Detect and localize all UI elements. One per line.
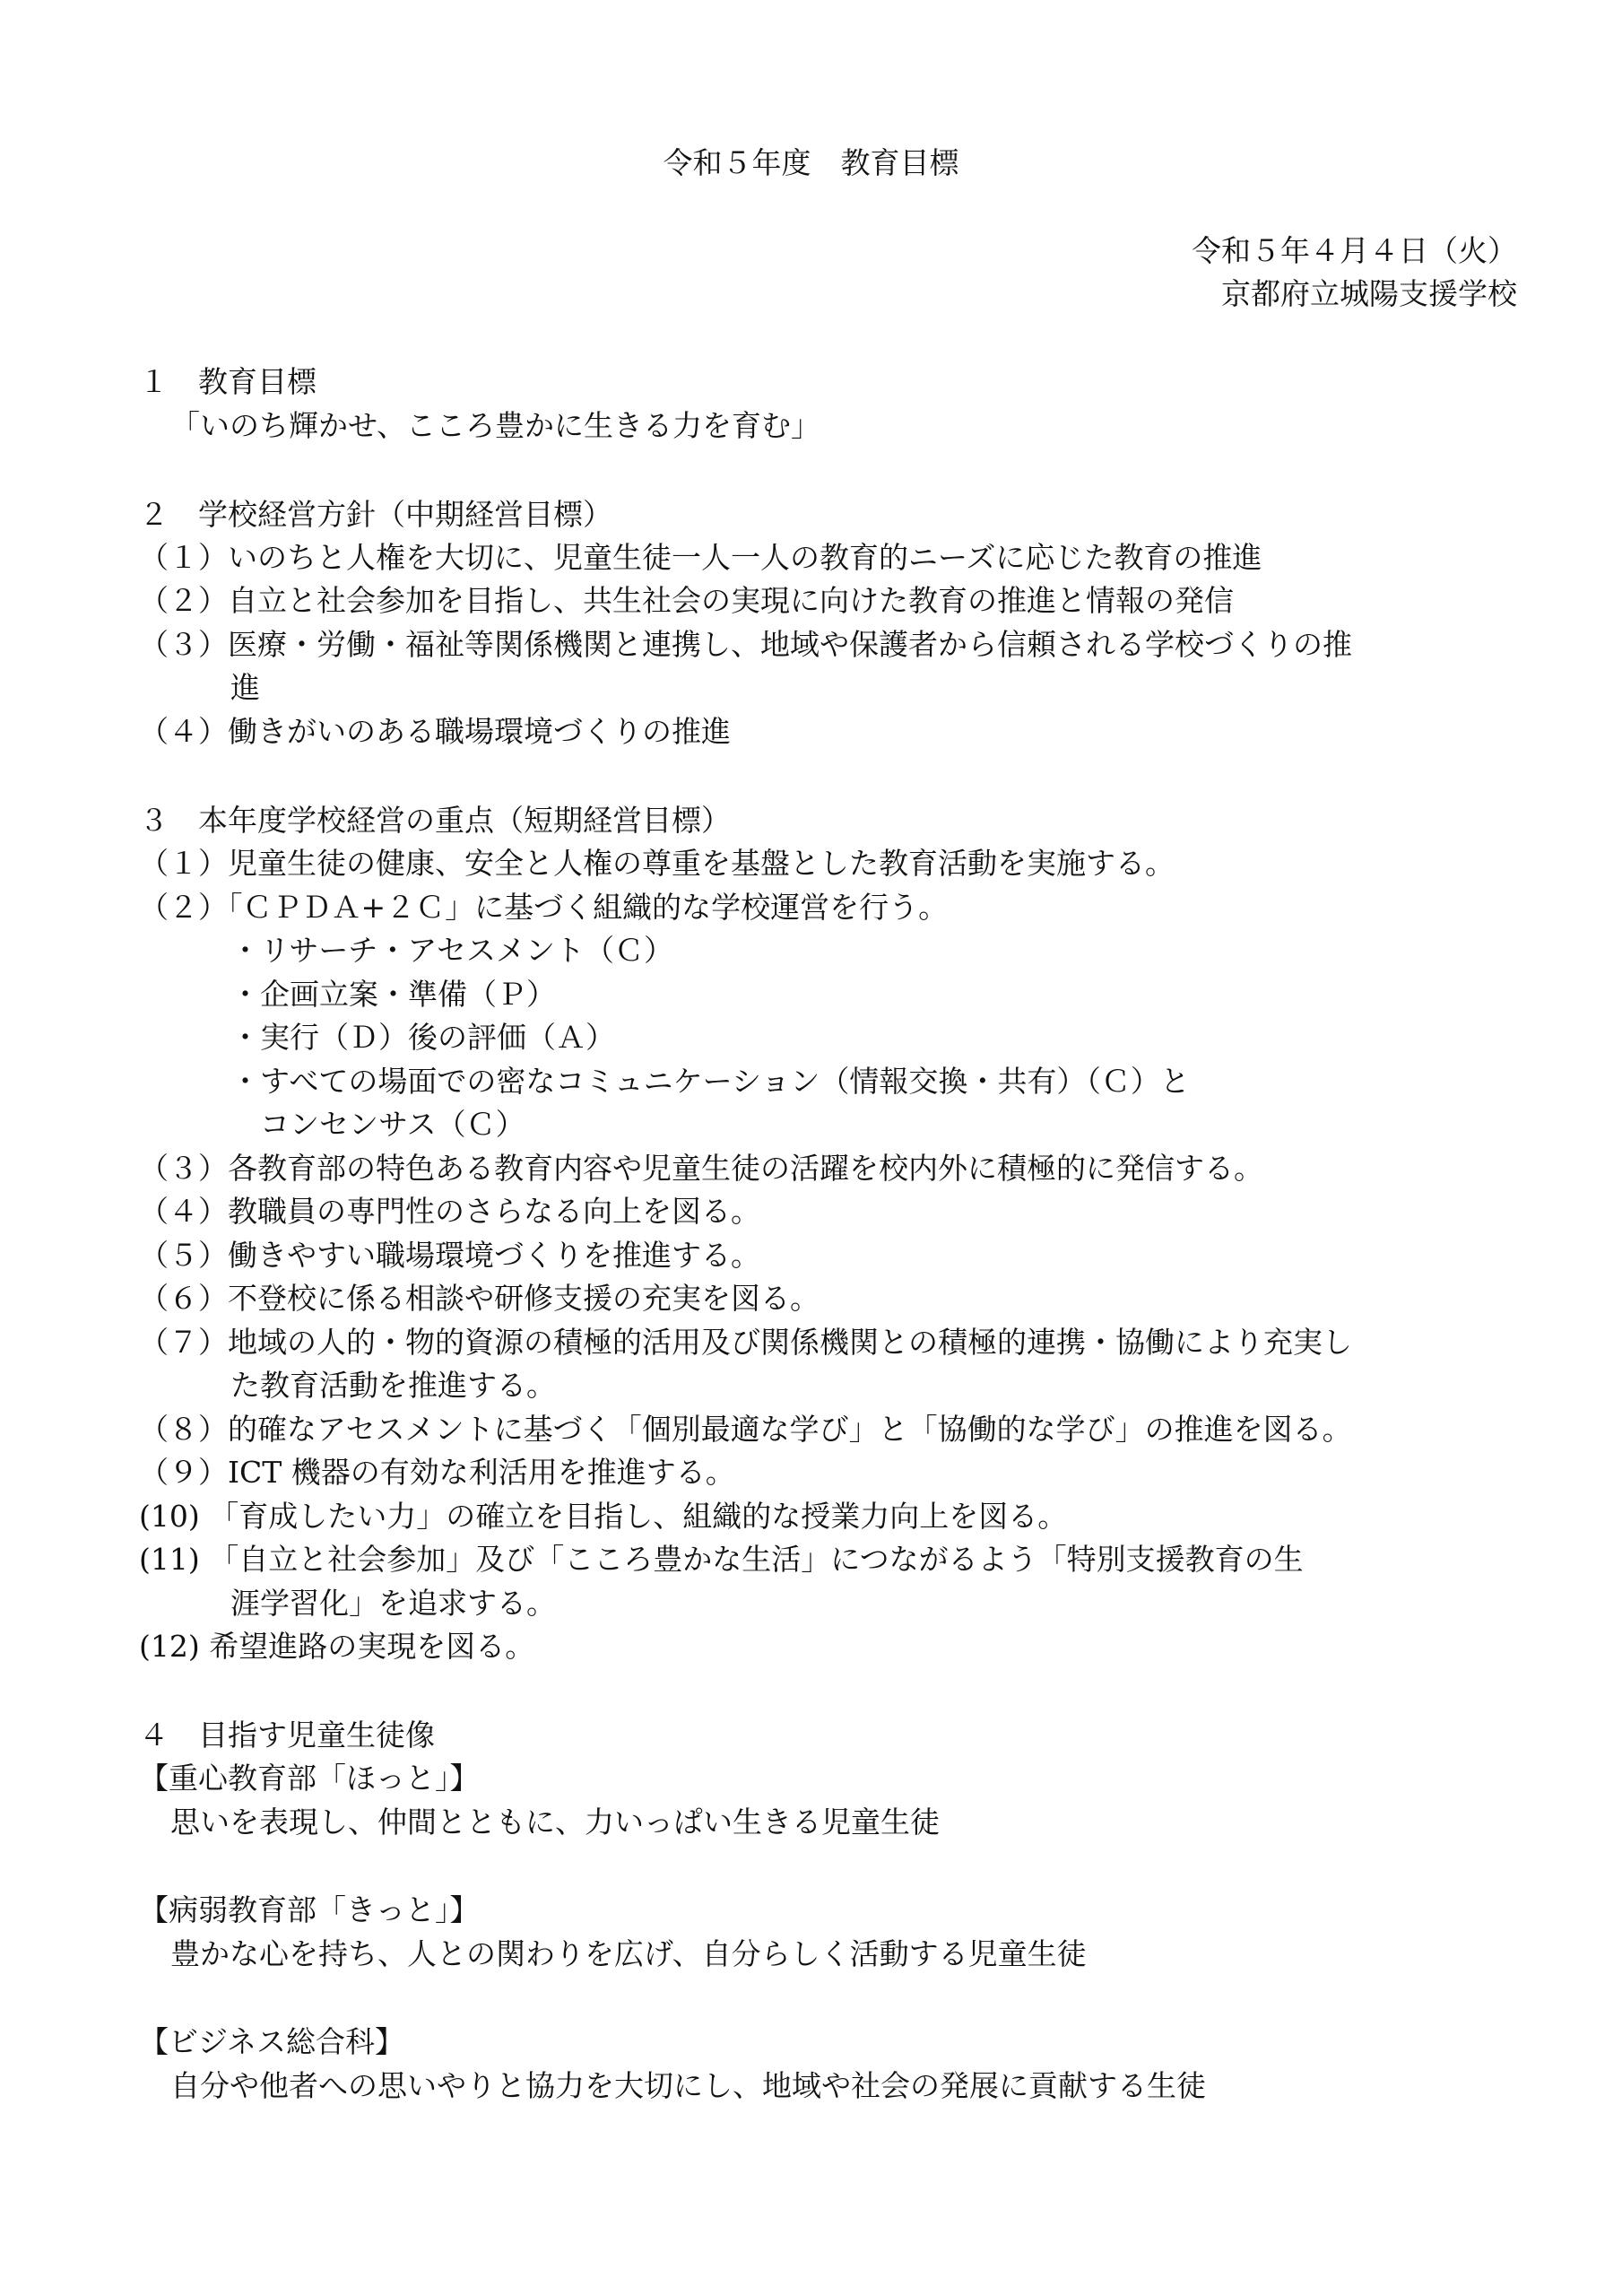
priority-item: （３）各教育部の特色ある教育内容や児童生徒の活躍を校内外に積極的に発信する。 <box>139 1151 1263 1186</box>
priority-item: （７）地域の人的・物的資源の積極的活用及び関係機関との積極的連携・協働により充実し <box>139 1325 1352 1360</box>
document-date: 令和５年４月４日（火） <box>1192 233 1517 268</box>
priority-item: （９）ICT 機器の有効な利活用を推進する。 <box>139 1455 735 1490</box>
priority-subitem: ・すべての場面での密なコミュニケーション（情報交換・共有）（Ｃ）と <box>230 1064 1190 1099</box>
priority-subitem: ・リサーチ・アセスメント（Ｃ） <box>230 933 674 968</box>
student-ideal: 思いを表現し、仲間とともに、力いっぱい生きる児童生徒 <box>170 1805 940 1839</box>
policy-item: （４）働きがいのある職場環境づくりの推進 <box>139 714 731 749</box>
section1-heading: １ 教育目標 <box>139 364 317 399</box>
priority-item: (11) 「自立と社会参加」及び「こころ豊かな生活」につながるよう「特別支援教育の生 <box>139 1542 1304 1577</box>
school-name: 京都府立城陽支援学校 <box>1221 276 1517 311</box>
policy-item: （３）医療・労働・福祉等関係機関と連携し、地域や保護者から信頼される学校づくりの推 <box>139 627 1352 662</box>
priority-item: （８）的確なアセスメントに基づく「個別最適な学び」と「協働的な学び」の推進を図る。 <box>139 1412 1352 1447</box>
priority-item: （５）働きやすい職場環境づくりを推進する。 <box>139 1238 760 1273</box>
department-label: 【重心教育部「ほっと」】 <box>139 1761 480 1796</box>
priority-item: （４）教職員の専門性のさらなる向上を図る。 <box>139 1194 760 1229</box>
policy-item-continuation: 進 <box>230 670 260 705</box>
section4-heading: ４ 目指す児童生徒像 <box>139 1718 435 1752</box>
policy-item: （１）いのちと人権を大切に、児童生徒一人一人の教育的ニーズに応じた教育の推進 <box>139 540 1262 575</box>
department-label: 【ビジネス総合科】 <box>139 2024 405 2059</box>
priority-subitem-continuation: コンセンサス（Ｃ） <box>260 1107 525 1142</box>
education-motto: 「いのち輝かせ、こころ豊かに生きる力を育む」 <box>170 408 821 443</box>
priority-item: （６）不登校に係る相談や研修支援の充実を図る。 <box>139 1281 820 1316</box>
priority-item: （１）児童生徒の健康、安全と人権の尊重を基盤とした教育活動を実施する。 <box>139 846 1175 881</box>
priority-item-continuation: 涯学習化」を追求する。 <box>230 1586 556 1621</box>
priority-item: (10) 「育成したい力」の確立を目指し、組織的な授業力向上を図る。 <box>139 1499 1068 1534</box>
priority-item: （２）「ＣＰＤＡ+２Ｃ」に基づく組織的な学校運営を行う。 <box>139 890 949 925</box>
section2-heading: ２ 学校経営方針（中期経営目標） <box>139 497 612 532</box>
priority-subitem: ・実行（Ｄ）後の評価（Ａ） <box>230 1020 615 1055</box>
section3-heading: ３ 本年度学校経営の重点（短期経営目標） <box>139 803 731 838</box>
policy-item: （２）自立と社会参加を目指し、共生社会の実現に向けた教育の推進と情報の発信 <box>139 583 1234 618</box>
priority-item: (12) 希望進路の実現を図る。 <box>139 1629 535 1664</box>
student-ideal: 自分や他者への思いやりと協力を大切にし、地域や社会の発展に貢献する生徒 <box>170 2068 1206 2103</box>
priority-item-continuation: た教育活動を推進する。 <box>230 1368 556 1403</box>
priority-subitem: ・企画立案・準備（Ｐ） <box>230 977 556 1012</box>
document-title: 令和５年度 教育目標 <box>663 145 959 180</box>
department-label: 【病弱教育部「きっと」】 <box>139 1892 480 1927</box>
student-ideal: 豊かな心を持ち、人との関わりを広げ、自分らしく活動する児童生徒 <box>170 1936 1087 1971</box>
